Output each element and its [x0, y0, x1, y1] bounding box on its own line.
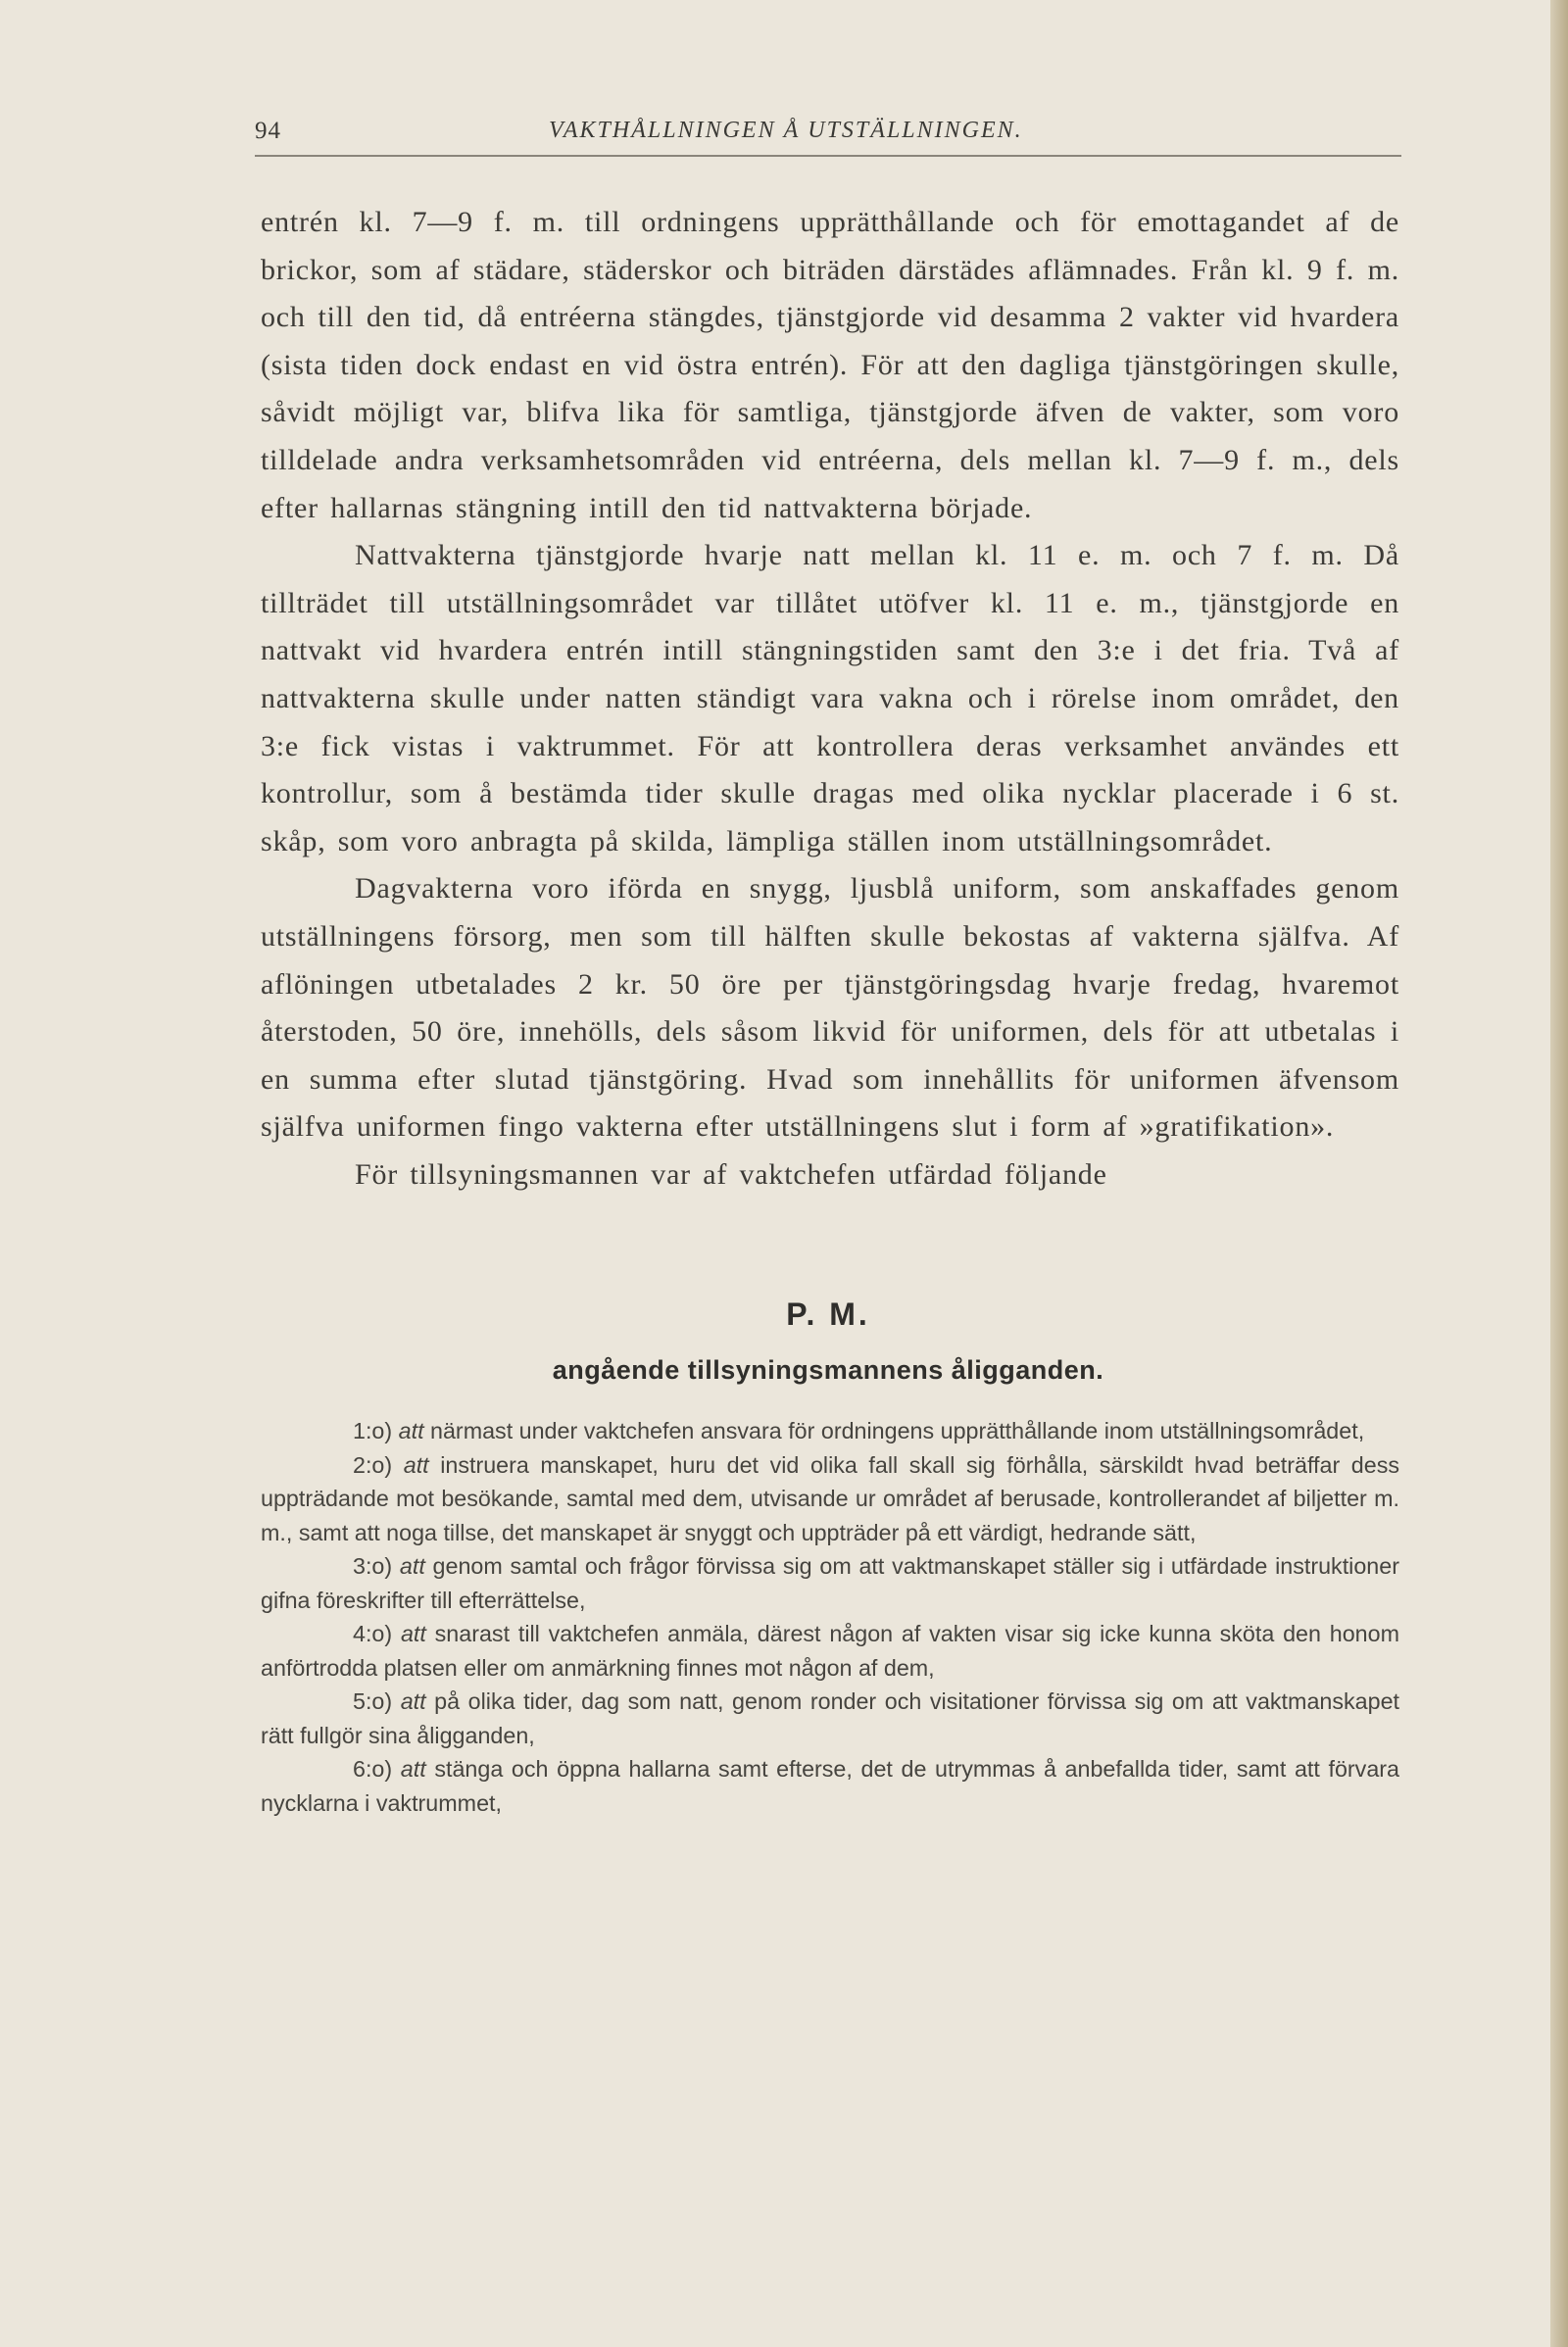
memo-item-number: 3:o): [353, 1553, 393, 1579]
memo-item-keyword: att: [400, 1756, 426, 1782]
paragraph-day-guards: Dagvakterna voro iförda en snygg, ljusblå uniform, som anskaffades genom utställningens försorg, men som till hälften skulle bekostas af vakterna själfva. Af aflöningen utbetalades 2 kr. 50 öre per tjänstgöringsdag hvarje fredag, hvaremot återstoden, 50 öre, innehölls, dels såsom likvid för uniformen, dels för att utbetalas i en summa efter slutad tjänstgöring. Hvad som innehållits för uniformen äfvensom själfva uniformen fingo vakterna efter utställningens slut i form af »gratifikation».: [261, 872, 1399, 1144]
memo-item-keyword: att: [398, 1418, 424, 1443]
memo-item-keyword: att: [400, 1688, 426, 1714]
memo-item-keyword: att: [403, 1451, 429, 1478]
page-number: 94: [255, 118, 281, 144]
memo-item-number: 4:o): [353, 1621, 393, 1646]
memo-item: [261, 1752, 1399, 1820]
memo-item-number: 2:o): [353, 1451, 393, 1478]
memo-item-keyword: att: [399, 1553, 425, 1579]
memo-item-number: 6:o): [353, 1756, 393, 1782]
memo-item-text: genom samtal och frågor förvissa sig om att vaktmanskapet ställer sig i utfärdade instruktioner gifna föreskrifter till efterrättelse,: [261, 1553, 1399, 1613]
memo-item: [261, 1414, 1399, 1448]
memo-item: [261, 1617, 1399, 1685]
memo-item: [261, 1549, 1399, 1617]
running-head: [255, 118, 1401, 157]
memo-item-text: instruera manskapet, huru det vid olika fall skall sig förhålla, särskildt hvad beträffar dess uppträdande mot besökande, samtal med dem, utvisande ur området af berusade, kontrollerandet af biljetter m. m., samt att noga tillse, det manskapet är snyggt och uppträder på ett värdigt, hedrande sätt,: [261, 1451, 1399, 1545]
memo-item-number: 5:o): [353, 1688, 393, 1714]
running-title: VAKTHÅLLNINGEN Å UTSTÄLLNINGEN.: [549, 118, 1023, 143]
page-edge: [1550, 0, 1568, 2347]
memo-item-text: på olika tider, dag som natt, genom ronder och visitationer förvissa sig om att vaktmanskapet rätt fullgör sina åligganden,: [261, 1688, 1399, 1748]
memo-title: P. M.: [786, 1296, 870, 1332]
memo-item: [261, 1448, 1399, 1550]
header-rule: [255, 155, 1401, 157]
memo-item-keyword: att: [400, 1621, 426, 1646]
book-page: [255, 0, 1401, 2347]
memo-item-text: stänga och öppna hallarna samt efterse, det de utrymmas å anbefallda tider, samt att förvara nycklarna i vaktrummet,: [261, 1756, 1399, 1816]
memo-item-text: snarast till vaktchefen anmäla, därest någon af vakten visar sig icke kunna sköta den honom anförtrodda platsen eller om anmärkning finnes mot någon af dem,: [261, 1621, 1399, 1681]
paragraph-night-guards: Nattvakterna tjänstgjorde hvarje natt mellan kl. 11 e. m. och 7 f. m. Då tillträdet till utställningsområdet var tillåtet utöfver kl. 11 e. m., tjänstgjorde en nattvakt vid hvardera entrén intill stängningstiden samt den 3:e i det fria. Två af nattvakterna skulle under natten ständigt vara vakna och i rörelse inom området, den 3:e fick vistas i vaktrummet. För att kontrollera deras verksamhet användes ett kontrollur, som å bestämda tider skulle dragas med olika nycklar placerade i 6 st. skåp, som voro anbragta på skilda, lämpliga ställen inom utställningsområdet.: [261, 539, 1399, 857]
paragraph-continued: entrén kl. 7—9 f. m. till ordningens upprätthållande och för emottagandet af de brickor, som af städare, städerskor och biträden därstädes aflämnades. Från kl. 9 f. m. och till den tid, då entréerna stängdes, tjänstgjorde vid desamma 2 vakter vid hvardera (sista tiden dock endast en vid östra entrén). För att den dagliga tjänstgöringen skulle, såvidt möjligt var, blifva lika för samtliga, tjänstgjorde äfven de vakter, som voro tilldelade andra verksamhetsområden vid entréerna, dels mellan kl. 7—9 f. m., dels efter hallarnas stängning intill den tid nattvakterna började.: [261, 206, 1399, 524]
paragraph-memo-intro: För tillsyningsmannen var af vaktchefen utfärdad följande: [355, 1157, 1107, 1191]
memo-item: [261, 1685, 1399, 1752]
memo-item-number: 1:o): [353, 1418, 393, 1443]
memo-list: [261, 1414, 1399, 1820]
memo-subtitle: angående tillsyningsmannens åligganden.: [552, 1355, 1104, 1385]
memo-item-text: närmast under vaktchefen ansvara för ordningens upprätthållande inom utställningsområdet,: [423, 1418, 1365, 1443]
body-text: [261, 199, 1399, 1198]
